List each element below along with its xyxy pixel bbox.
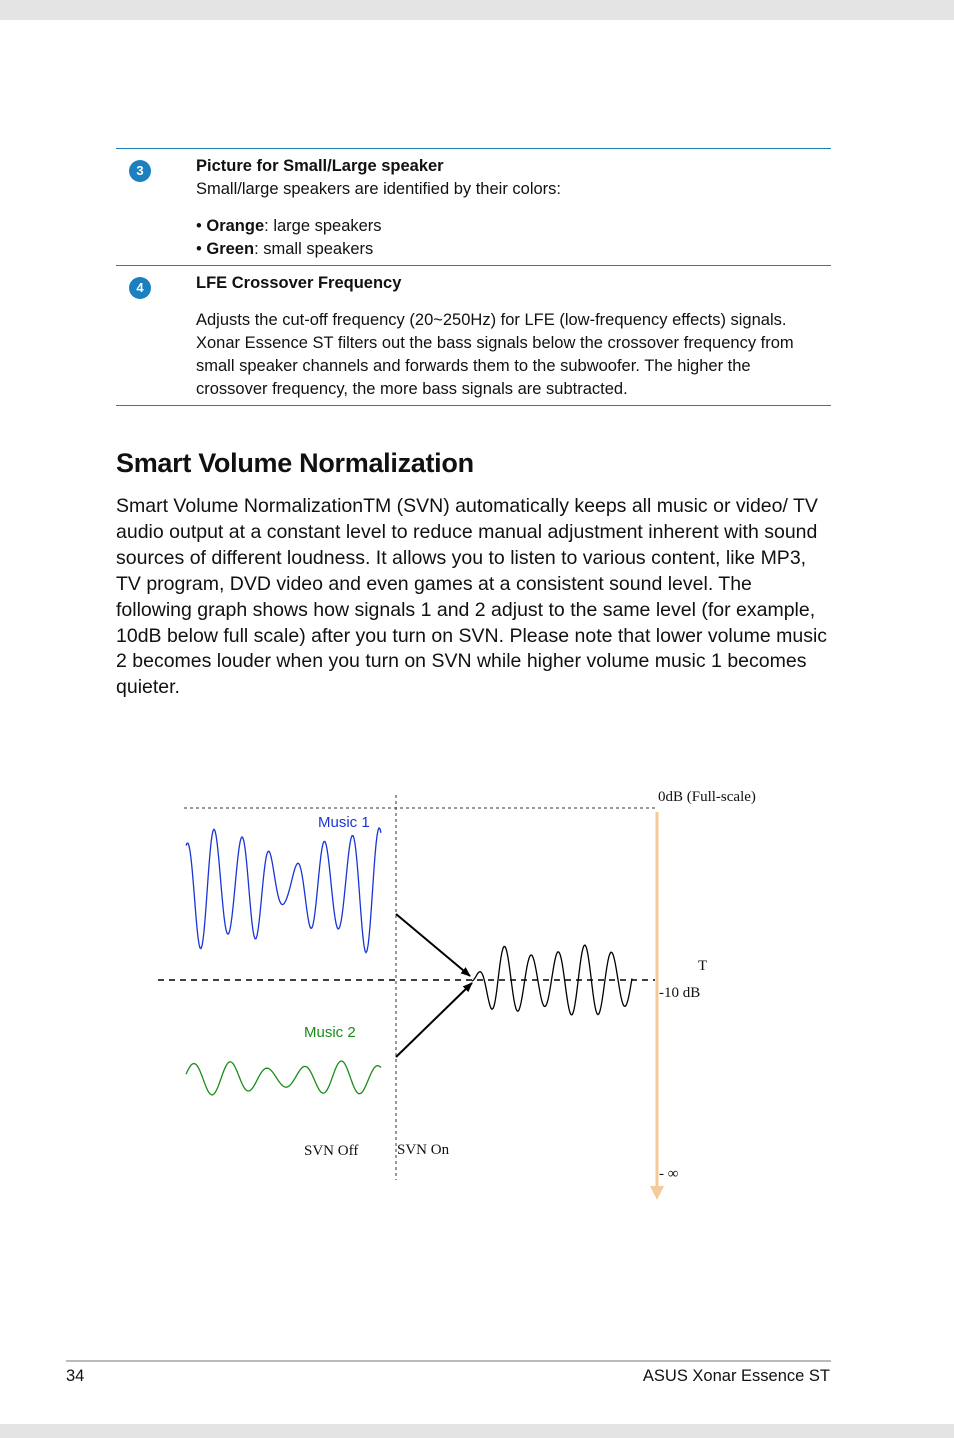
table-bottom-rule bbox=[116, 405, 831, 406]
item-number-badge: 4 bbox=[129, 277, 151, 299]
minus-infinity-label: - ∞ bbox=[659, 1166, 679, 1182]
svn-on-label: SVN On bbox=[397, 1142, 450, 1158]
music2-label: Music 2 bbox=[304, 1024, 356, 1041]
svn-diagram bbox=[0, 760, 954, 1220]
svn-off-label: SVN Off bbox=[304, 1143, 359, 1159]
level-axis-arrowhead bbox=[650, 1186, 664, 1200]
row-heading: Picture for Small/Large speaker bbox=[196, 157, 444, 175]
section-title: Smart Volume Normalization bbox=[116, 448, 474, 478]
music2-arrow bbox=[396, 983, 472, 1057]
bullet-desc: : large speakers bbox=[264, 217, 382, 235]
row-text: Adjusts the cut-off frequency (20~250Hz) for LFE (low-frequency effects) signals. Xonar Essence ST filters out the bass signals below the crossover frequency from small speaker channels and forwards them to the subwoofer. The higher the crossover frequency, the more bass signals are subtracted. bbox=[196, 311, 794, 398]
row-text: Small/large speakers are identified by their colors: bbox=[196, 180, 562, 198]
page-top-edge bbox=[0, 0, 954, 20]
bullet-green: • Green: small speakers bbox=[196, 240, 374, 258]
table-row bbox=[196, 155, 826, 261]
row-heading: LFE Crossover Frequency bbox=[196, 274, 402, 292]
minus10-label: -10 dB bbox=[659, 985, 701, 1001]
normalized-output-waveform bbox=[472, 945, 632, 1015]
table-top-rule bbox=[116, 148, 831, 149]
t-label: T bbox=[698, 958, 708, 974]
bullet-term: Orange bbox=[206, 217, 265, 235]
page-number: 34 bbox=[66, 1367, 85, 1385]
item-number-badge: 3 bbox=[129, 160, 151, 182]
table-row bbox=[196, 272, 826, 401]
table-row-rule bbox=[116, 265, 831, 266]
music1-arrow bbox=[396, 914, 470, 976]
footer-rule bbox=[66, 1360, 831, 1362]
footer-product: ASUS Xonar Essence ST bbox=[642, 1367, 830, 1385]
page-bottom-edge bbox=[0, 1424, 954, 1438]
music1-waveform bbox=[186, 828, 381, 953]
full-scale-label: 0dB (Full-scale) bbox=[658, 789, 756, 805]
bullet-orange: • Orange: large speakers bbox=[196, 217, 382, 235]
bullet-desc: : small speakers bbox=[254, 240, 374, 258]
music2-waveform bbox=[186, 1061, 381, 1095]
bullet-term: Green bbox=[206, 240, 255, 258]
music1-label: Music 1 bbox=[318, 814, 370, 831]
section-body: Smart Volume NormalizationTM (SVN) automatically keeps all music or video/ TV audio output at a constant level to reduce manual adjustment inherent with sound sources of different loudness. It allows you to listen to various content, like MP3, TV program, DVD video and even games at a consistent sound level. The following graph shows how signals 1 and 2 adjust to the same level (for example, 10dB below full scale) after you turn on SVN. Please note that lower volume music 2 becomes louder when you turn on SVN while higher volume music 1 becomes quieter. bbox=[116, 495, 828, 699]
